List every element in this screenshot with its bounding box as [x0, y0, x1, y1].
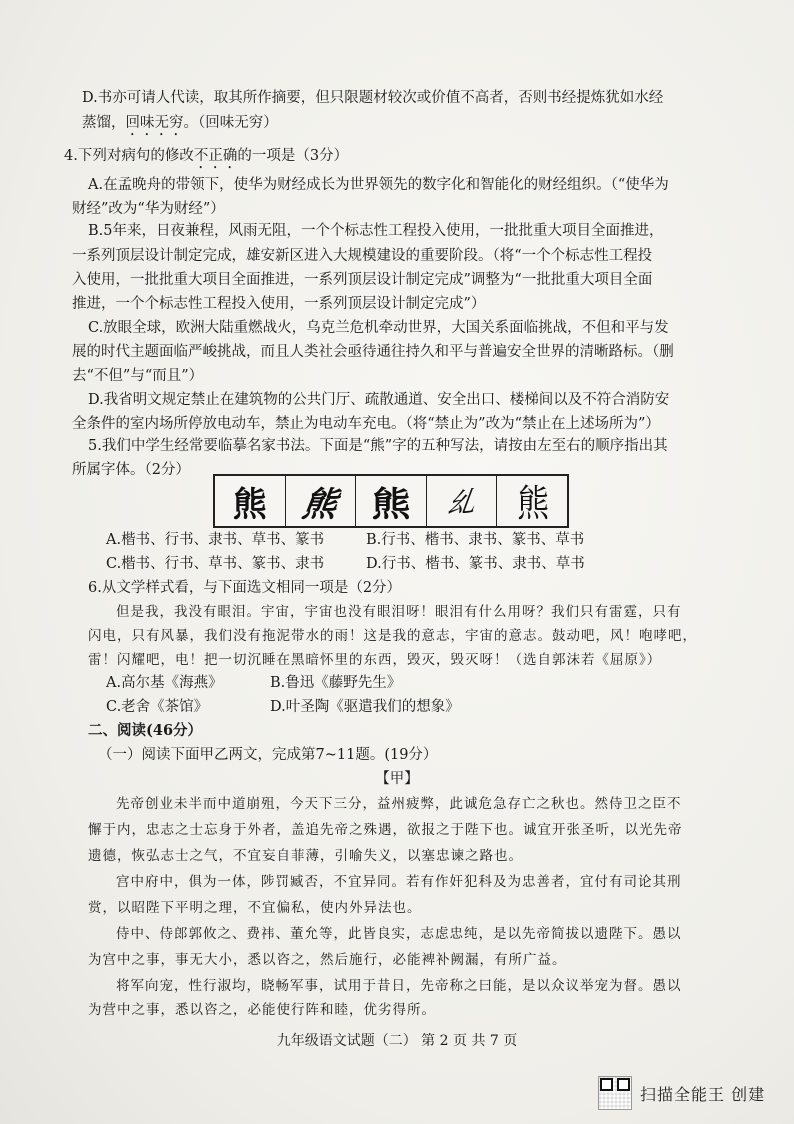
q6-option-d: D.叶圣陶《驱遣我们的想象》: [270, 699, 460, 715]
passage-jia-line1: 先帝创业未半而中道崩殂，今天下三分，益州疲弊，此诚危急存亡之秋也。然侍卫之臣不: [116, 796, 682, 812]
passage-jia-line7: 为宫中之事，事无大小，悉以咨之，然后施行，必能裨补阙漏，有所广益。: [88, 952, 567, 968]
scanner-watermark: 扫描全能王 创建: [640, 1085, 766, 1104]
q6-option-a: A.高尔基《海燕》: [106, 675, 223, 691]
page-footer: 九年级语文试题（二） 第 2 页 共 7 页: [276, 1033, 518, 1049]
q6-passage-line1: 但是我，我没有眼泪。宇宙，宇宙也没有眼泪呀！眼泪有什么用呀？我们只有雷霆，只有: [116, 604, 682, 620]
calligraphy-cell: [215, 476, 286, 526]
section-2-heading: 二、阅读(46分）: [88, 722, 203, 739]
q4-stem-a: 4.下列对病句的修改: [64, 148, 194, 164]
q5-option-a: A.楷书、行书、隶书、草书、篆书: [106, 532, 325, 548]
q4-b-line2: 一系列顶层设计制定完成，雄安新区进入大规模建设的重要阶段。（将“一个个标志性工程投: [72, 248, 653, 264]
q4-a-line1: A.在孟晚舟的带领下，使华为财经成长为世界领先的数字化和智能化的财经组织。（“使华为: [88, 177, 669, 193]
q3-emphasis: 回味无穷: [125, 115, 184, 131]
q4-c-line2: 展的时代主题面临严峻挑战，而且人类社会亟待通往持久和平与普遍安全世界的清晰路标。（删: [72, 344, 674, 360]
calligraphy-cell: [356, 476, 427, 526]
calligraphy-glyph: 熊: [232, 484, 267, 525]
calligraphy-cell: [427, 476, 498, 526]
q4-stem-c: 的一项是（3分）: [237, 148, 349, 164]
subsection-1-heading: （一）阅读下面甲乙两文，完成第7~11题。(19分）: [98, 747, 438, 763]
q4-a-line2: 财经”改为“华为财经”）: [72, 201, 225, 217]
q5-option-d: D.行书、楷书、篆书、隶书、草书: [366, 556, 585, 572]
q4-d-line2: 全条件的室内场所停放电动车，禁止为电动车充电。（将“禁止为”改为“禁止在上述场所为”）: [72, 416, 660, 432]
passage-jia-line5: 赏，以昭陛下平明之理，不宜偏私，使内外异法也。: [88, 900, 422, 916]
q4-d-line1: D.我省明文规定禁止在建筑物的公共门厅、疏散通道、安全出口、楼梯间以及不符合消防安: [88, 392, 670, 408]
q6-stem: 6.从文学样式看，与下面选文相同一项是（2分）: [88, 580, 402, 596]
q6-passage-line2: 闪电，只有风暴，我们没有拖泥带水的雨！这是我的意志，宇宙的意志。鼓动吧，风！咆哮吧，: [88, 628, 697, 644]
q3-text-a: 蒸馏，: [82, 115, 126, 131]
passage-jia-line6: 侍中、侍郎郭攸之、费祎、董允等，此皆良实，志虑忠纯，是以先帝简拔以遗陛下。愚以: [116, 926, 682, 942]
calligraphy-glyph: 乣: [445, 484, 478, 521]
q4-b-line1: B.5年来，日夜兼程，风雨无阻，一个个标志性工程投入使用，一批批重大项目全面推进，: [88, 223, 664, 239]
passage-jia-line4: 宫中府中，俱为一体，陟罚臧否，不宜异同。若有作奸犯科及为忠善者，宜付有司论其刑: [116, 874, 682, 890]
q6-option-b: B.鲁迅《藤野先生》: [270, 675, 402, 691]
calligraphy-cell: [497, 476, 567, 526]
passage-jia-line2: 懈于内，忠志之士忘身于外者，盖追先帝之殊遇，欲报之于陛下也。诚宜开张圣听，以光先帝: [88, 822, 683, 838]
passage-jia-line3: 遗德，恢弘志士之气，不宜妄自菲薄，引喻失义，以塞忠谏之路也。: [88, 848, 523, 864]
q5-stem-line1: 5.我们中学生经常要临摹名家书法。下面是“熊”字的五种写法，请按由左至右的顺序指出其: [88, 438, 668, 454]
q4-c-line3: 去“不但”与“而且”）: [72, 368, 204, 384]
qr-code-icon: [598, 1076, 632, 1110]
q6-passage-line3: 雷！闪耀吧，电！把一切沉睡在黑暗怀里的东西，毁灭，毁灭呀！（选自郭沫若《屈原》）: [88, 652, 662, 668]
q4-b-line3: 入使用，一批批重大项目全面推进，一系列顶层设计制定完成”调整为“一批批重大项目全面: [72, 272, 653, 288]
calligraphy-glyph: 熊: [300, 484, 340, 525]
q3-option-d-line1: D.书亦可请人代读，取其所作摘要，但只限题材较次或价值不高者，否则书经提炼犹如水经: [82, 90, 664, 106]
q5-stem-line2: 所属字体。（2分）: [72, 462, 190, 478]
q5-option-c: C.楷书、行书、草书、篆书、隶书: [106, 556, 325, 572]
q4-b-line4: 推进，一个个标志性工程投入使用，一系列顶层设计制定完成”）: [72, 296, 486, 312]
calligraphy-samples: [213, 474, 569, 528]
calligraphy-glyph: 熊: [517, 481, 548, 526]
q4-emphasis: 不正确: [193, 148, 238, 164]
calligraphy-cell: [286, 476, 357, 526]
passage-jia-title: 【甲】: [375, 771, 419, 787]
q4-stem: [64, 146, 348, 172]
q5-option-b: B.行书、楷书、隶书、篆书、草书: [366, 532, 585, 548]
q6-option-c: C.老舍《茶馆》: [106, 699, 209, 715]
q3-text-c: 。（回味无穷）: [183, 115, 278, 131]
passage-jia-line9: 为营中之事，悉以咨之，必能使行阵和睦，优劣得所。: [88, 1002, 436, 1018]
calligraphy-glyph: 熊: [371, 484, 411, 525]
q4-c-line1: C.放眼全球，欧洲大陆重燃战火，乌克兰危机牵动世界，大国关系面临挑战，不但和平与发: [88, 320, 669, 336]
q3-option-d-line2: [82, 113, 278, 139]
passage-jia-line8: 将军向宠，性行淑均，晓畅军事，试用于昔日，先帝称之曰能，是以众议举宠为督。愚以: [116, 978, 682, 994]
